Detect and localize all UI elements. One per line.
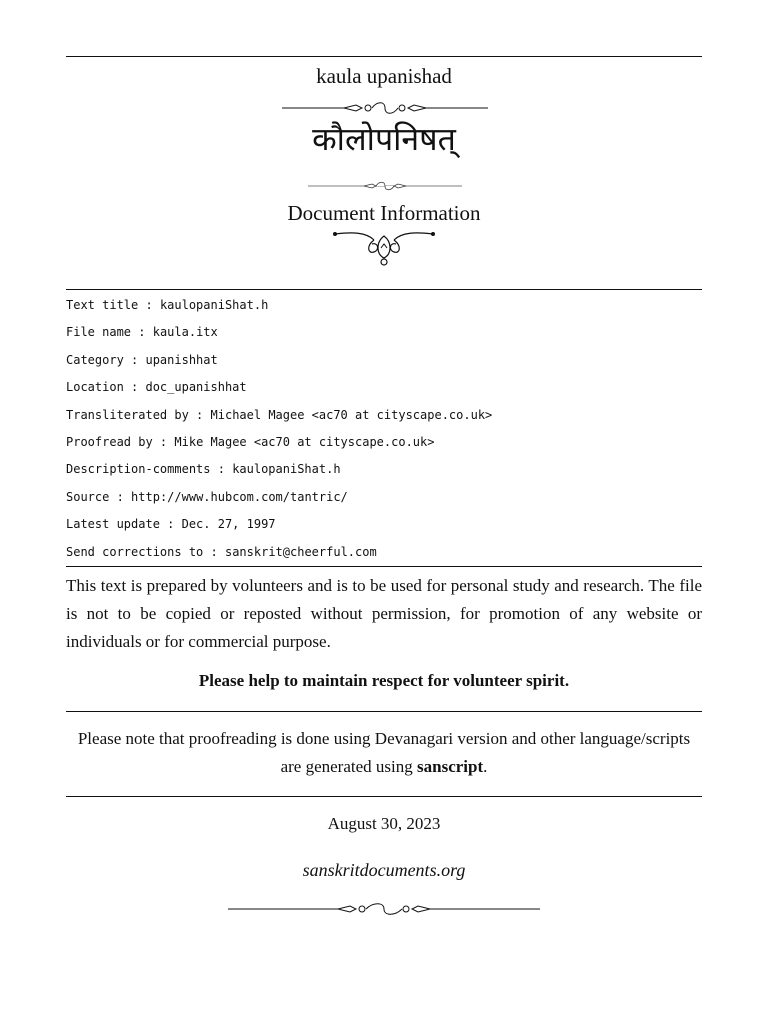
info-label: Description-comments [66, 462, 211, 477]
info-value: Michael Magee <ac70 at cityscape.co.uk> [210, 407, 493, 422]
info-separator: : [138, 298, 160, 312]
info-value: Dec. 27, 1997 [181, 517, 276, 532]
info-separator: : [210, 462, 233, 477]
info-value: kaulopaniShat.h [159, 298, 269, 312]
footer-flourish-icon [228, 901, 540, 917]
site-name: sanskritdocuments.org [302, 860, 466, 880]
info-label: Proofread by [66, 435, 153, 449]
info-value: upanishhat [145, 352, 218, 367]
flourish-ornament-icon [282, 100, 488, 116]
info-top-rule [66, 289, 702, 290]
info-line [66, 380, 247, 394]
sanscript-name: sanscript [417, 757, 484, 776]
info-label: Category [66, 352, 124, 367]
info-separator: : [159, 517, 182, 532]
document-date: August 30, 2023 [327, 814, 441, 833]
small-flourish-icon [308, 179, 462, 193]
info-value: kaulopaniShat.h [232, 462, 341, 477]
section-title: Document Information [287, 201, 481, 225]
info-line [66, 545, 377, 559]
info-line [66, 325, 218, 339]
info-value: kaula.itx [152, 325, 218, 340]
notice-rule [66, 711, 702, 712]
info-separator: : [123, 352, 146, 367]
info-bottom-rule [66, 566, 702, 567]
info-label: Latest update [66, 517, 160, 532]
respect-notice: Please help to maintain respect for volunteer spirit. [198, 671, 570, 690]
info-label: Source [66, 489, 110, 504]
info-label: Text title [66, 298, 139, 312]
info-separator: : [203, 544, 225, 559]
info-line [66, 462, 341, 476]
proofreading-note-end: . [483, 757, 488, 776]
info-line [66, 517, 276, 531]
info-value: sanskrit@cheerful.com [224, 544, 377, 559]
proofreading-note-text: Please note that proofreading is done using Devanagari version and other language/scripts are generated using [77, 729, 691, 776]
info-value: http://www.hubcom.com/tantric/ [131, 489, 348, 504]
info-line [66, 408, 492, 422]
info-label: Send corrections to [66, 544, 204, 559]
info-line [66, 353, 218, 367]
info-separator: : [123, 380, 146, 395]
scroll-ornament-icon [332, 228, 436, 266]
title-latin: kaula upanishad [316, 64, 452, 88]
info-separator: : [152, 435, 175, 449]
info-label: File name [66, 325, 132, 340]
title-devanagari: कौलोपनिषत् [312, 120, 456, 158]
info-line [66, 298, 268, 312]
info-line [66, 490, 348, 504]
info-separator: : [188, 407, 211, 422]
proofreading-note [66, 725, 702, 781]
info-value: doc_upanishhat [145, 380, 247, 395]
proof-rule [66, 796, 702, 797]
info-separator: : [131, 325, 153, 340]
info-line [66, 435, 434, 449]
info-label: Transliterated by [66, 407, 189, 422]
info-separator: : [109, 489, 132, 504]
top-rule [66, 56, 702, 57]
volunteer-notice: This text is prepared by volunteers and is to be used for personal study and research. The file is not to be copied or reposted without permission, for promotion of any website or individuals or for commercial purpose. [66, 576, 702, 651]
info-label: Location [66, 380, 124, 395]
info-value: Mike Magee <ac70 at cityscape.co.uk> [174, 435, 435, 449]
